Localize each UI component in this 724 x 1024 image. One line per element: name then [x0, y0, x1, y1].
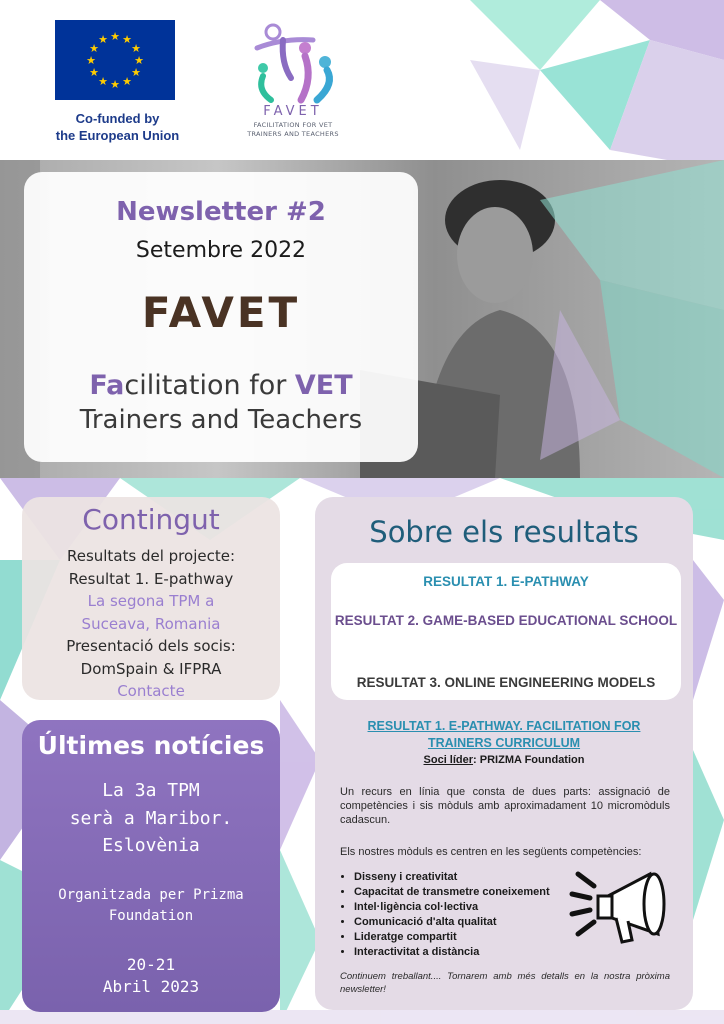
contents-link-tpm[interactable]: La segona TPM a — [87, 592, 215, 610]
contents-title: Contingut — [82, 503, 220, 536]
contents-link-tpm[interactable]: Suceava, Romania — [81, 614, 221, 633]
project-full-name-line1 — [24, 370, 418, 401]
lead-partner-sep: : — [473, 754, 477, 766]
news-title: Últimes notícies — [37, 731, 265, 760]
competency-item: • Disseny i creativitat — [354, 870, 594, 885]
competencies-list — [340, 870, 594, 960]
svg-text:★: ★ — [98, 75, 108, 88]
competency-item: • Lideratge compartit — [354, 930, 594, 945]
news-line: serà a Maribor. — [69, 808, 233, 829]
competency-item: • Interactivitat a distància — [354, 945, 594, 960]
news-line: Organitzada per Prizma — [58, 887, 244, 903]
svg-text:★: ★ — [131, 42, 141, 55]
newsletter-date: Setembre 2022 — [135, 238, 307, 263]
svg-text:★: ★ — [110, 30, 120, 43]
eu-caption-line2: the European Union — [55, 128, 180, 143]
favet-tagline-line2: TRAINERS AND TEACHERS — [247, 130, 339, 138]
contents-item: Presentació dels socis: — [66, 637, 236, 655]
newsletter-brand: FAVET — [141, 288, 301, 337]
result-2-link[interactable]: RESULTAT 2. GAME-BASED EDUCATIONAL SCHOOL — [334, 613, 678, 628]
favet-tagline — [228, 121, 358, 139]
result-description: Un recurs en línia que consta de dues parts: assignació de competències i sis mòduls amb aproximadament 10 micromòduls cadascun. — [340, 786, 670, 826]
news-line: La 3a TPM — [102, 780, 200, 801]
news-date: Abril 2023 — [102, 977, 200, 996]
eu-flag-icon — [55, 20, 175, 100]
contents-list — [22, 545, 280, 703]
newsletter-title: Newsletter #2 — [116, 197, 326, 227]
svg-text:★: ★ — [122, 33, 132, 46]
contents-item: DomSpain & IFPRA — [80, 659, 222, 678]
favet-figures-logo-icon — [243, 18, 343, 110]
eu-caption-line1: Co-funded by — [75, 111, 160, 126]
contents-item: Resultat 1. E-pathway — [68, 569, 234, 588]
megaphone-icon — [568, 866, 680, 948]
svg-text:★: ★ — [122, 75, 132, 88]
svg-text:★: ★ — [86, 54, 96, 67]
result-detail-title[interactable]: RESULTAT 1. E-PATHWAY. FACILITATION FOR TRAINERS CURRICULUM — [367, 719, 641, 750]
project-name-middle: cilitation for — [124, 370, 295, 401]
project-full-name-line2: Trainers and Teachers — [79, 405, 363, 435]
news-date: 20-21 — [126, 955, 176, 974]
lead-partner-name: PRIZMA Foundation — [479, 754, 585, 766]
result-1-link[interactable]: RESULTAT 1. E-PATHWAY — [423, 574, 589, 589]
eu-cofunded-caption — [40, 110, 195, 144]
favet-tagline-line1: FACILITATION FOR VET — [253, 121, 333, 129]
highlight-vet: VET — [294, 370, 353, 401]
result-3-link[interactable]: RESULTAT 3. ONLINE ENGINEERING MODELS — [356, 675, 656, 690]
competency-item: • Intel·ligència col·lectiva — [354, 900, 594, 915]
lead-partner-label: Soci líder — [423, 754, 474, 766]
news-line: Eslovènia — [102, 835, 200, 856]
competency-item: • Capacitat de transmetre coneixement — [354, 885, 594, 900]
news-line: Foundation — [108, 908, 194, 924]
svg-text:★: ★ — [89, 66, 99, 79]
svg-text:★: ★ — [89, 42, 99, 55]
svg-text:★: ★ — [134, 54, 144, 67]
lead-partner — [335, 754, 673, 766]
favet-wordmark: FAVET — [263, 104, 323, 119]
competency-item: • Comunicació d'alta qualitat — [354, 915, 594, 930]
svg-text:★: ★ — [131, 66, 141, 79]
closing-note: Continuem treballant.... Tornarem amb més detalls en la nostra pròxima newsletter! — [340, 971, 670, 995]
svg-text:★: ★ — [98, 33, 108, 46]
contents-item: Resultats del projecte: — [66, 547, 236, 565]
results-title: Sobre els resultats — [369, 515, 639, 549]
competencies-intro: Els nostres mòduls es centren en les següents competències: — [340, 846, 642, 858]
highlight-fa: Fa — [89, 370, 125, 401]
svg-text:★: ★ — [110, 78, 120, 91]
contents-link-contact[interactable]: Contacte — [117, 682, 185, 700]
